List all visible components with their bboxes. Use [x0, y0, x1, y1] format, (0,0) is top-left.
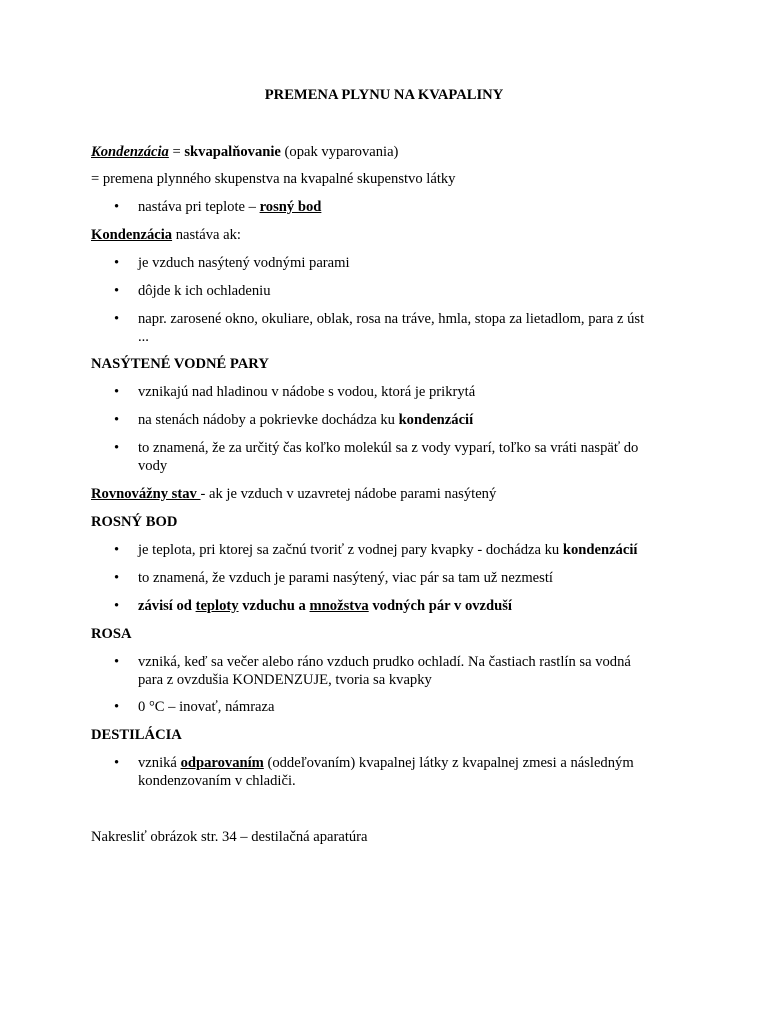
- bullet: •: [114, 699, 120, 715]
- term-synonym: skvapalňovanie: [184, 144, 281, 160]
- assignment-note: Nakresliť obrázok str. 34 – destilačná aparatúra: [91, 829, 368, 845]
- section-heading: NASÝTENÉ VODNÉ PARY: [91, 356, 269, 372]
- definition-paragraph: Kondenzácia = skvapalňovanie (opak vyparovania): [91, 144, 399, 160]
- term-kondenzacia: Kondenzácia: [91, 144, 169, 160]
- bullet: •: [114, 311, 120, 327]
- bullet: •: [114, 199, 120, 215]
- bullet: •: [114, 654, 120, 670]
- bullet: •: [114, 283, 120, 299]
- section-heading: DESTILÁCIA: [91, 727, 182, 743]
- bullet: •: [114, 440, 120, 456]
- conditions-paragraph: Kondenzácia nastáva ak:: [91, 227, 241, 243]
- section-heading: ROSA: [91, 626, 132, 642]
- bullet: •: [114, 255, 120, 271]
- bullet: •: [114, 412, 120, 428]
- section-heading: ROSNÝ BOD: [91, 514, 178, 530]
- bullet: •: [114, 755, 120, 771]
- bullet: •: [114, 542, 120, 558]
- definition-line: = premena plynného skupenstva na kvapalné skupenstvo látky: [91, 171, 456, 187]
- equilibrium-paragraph: Rovnovážny stav - ak je vzduch v uzavretej nádobe parami nasýtený: [91, 486, 497, 502]
- bullet: •: [114, 598, 120, 614]
- bullet: •: [114, 570, 120, 586]
- page-title: PREMENA PLYNU NA KVAPALINY: [264, 87, 504, 103]
- document-page: PREMENA PLYNU NA KVAPALINY Kondenzácia = skvapalňovanie (opak vyparovania) = premena plynného skupenstva na kvapalné skupenstvo látky • nastáva pri teplote – rosný bod Kondenzácia nastáva ak: • je vzduch nasýtený vodnými parami • dôjde k ich ochladeniu • napr. zarosené okno, okuliare, oblak, rosa na tráve, hmla, stopa za lietadlom, para z úst ... NASÝTENÉ VODNÉ PARY • vznikajú nad hladinou v nádobe s vodou, ktorá je prikrytá • na stenách nádoby a pokrievke dochádza ku kondenzácií • to znamená, že za určitý čas koľko molekúl sa z vody vyparí, toľko sa vráti naspäť do vody Rovnovážny stav - ak je vzduch v uzavretej nádobe parami nasýtený ROSNÝ BOD • je teplota, pri ktorej sa začnú tvoriť z vodnej pary kvapky - dochádza ku kondenzácií • to znamená, že vzduch je parami nasýtený, viac pár sa tam už nezmestí • závisí od teploty vzduchu a množstva vodných pár v ovzduší ROSA • vzniká, keď sa večer alebo ráno vzduch prudko ochladí. Na častiach rastlín sa vodná para z ovzdušia KONDENZUJE, tvoria sa kvapky • 0 °C – inovať, námraza DESTILÁCIA • vzniká odparovaním (oddeľovaním) kvapalnej látky z kvapalnej zmesi a následným kondenzovaním v chladiči. Nakresliť obrázok str. 34 – destilačná aparatúra: [0, 0, 768, 1024]
- bullet: •: [114, 384, 120, 400]
